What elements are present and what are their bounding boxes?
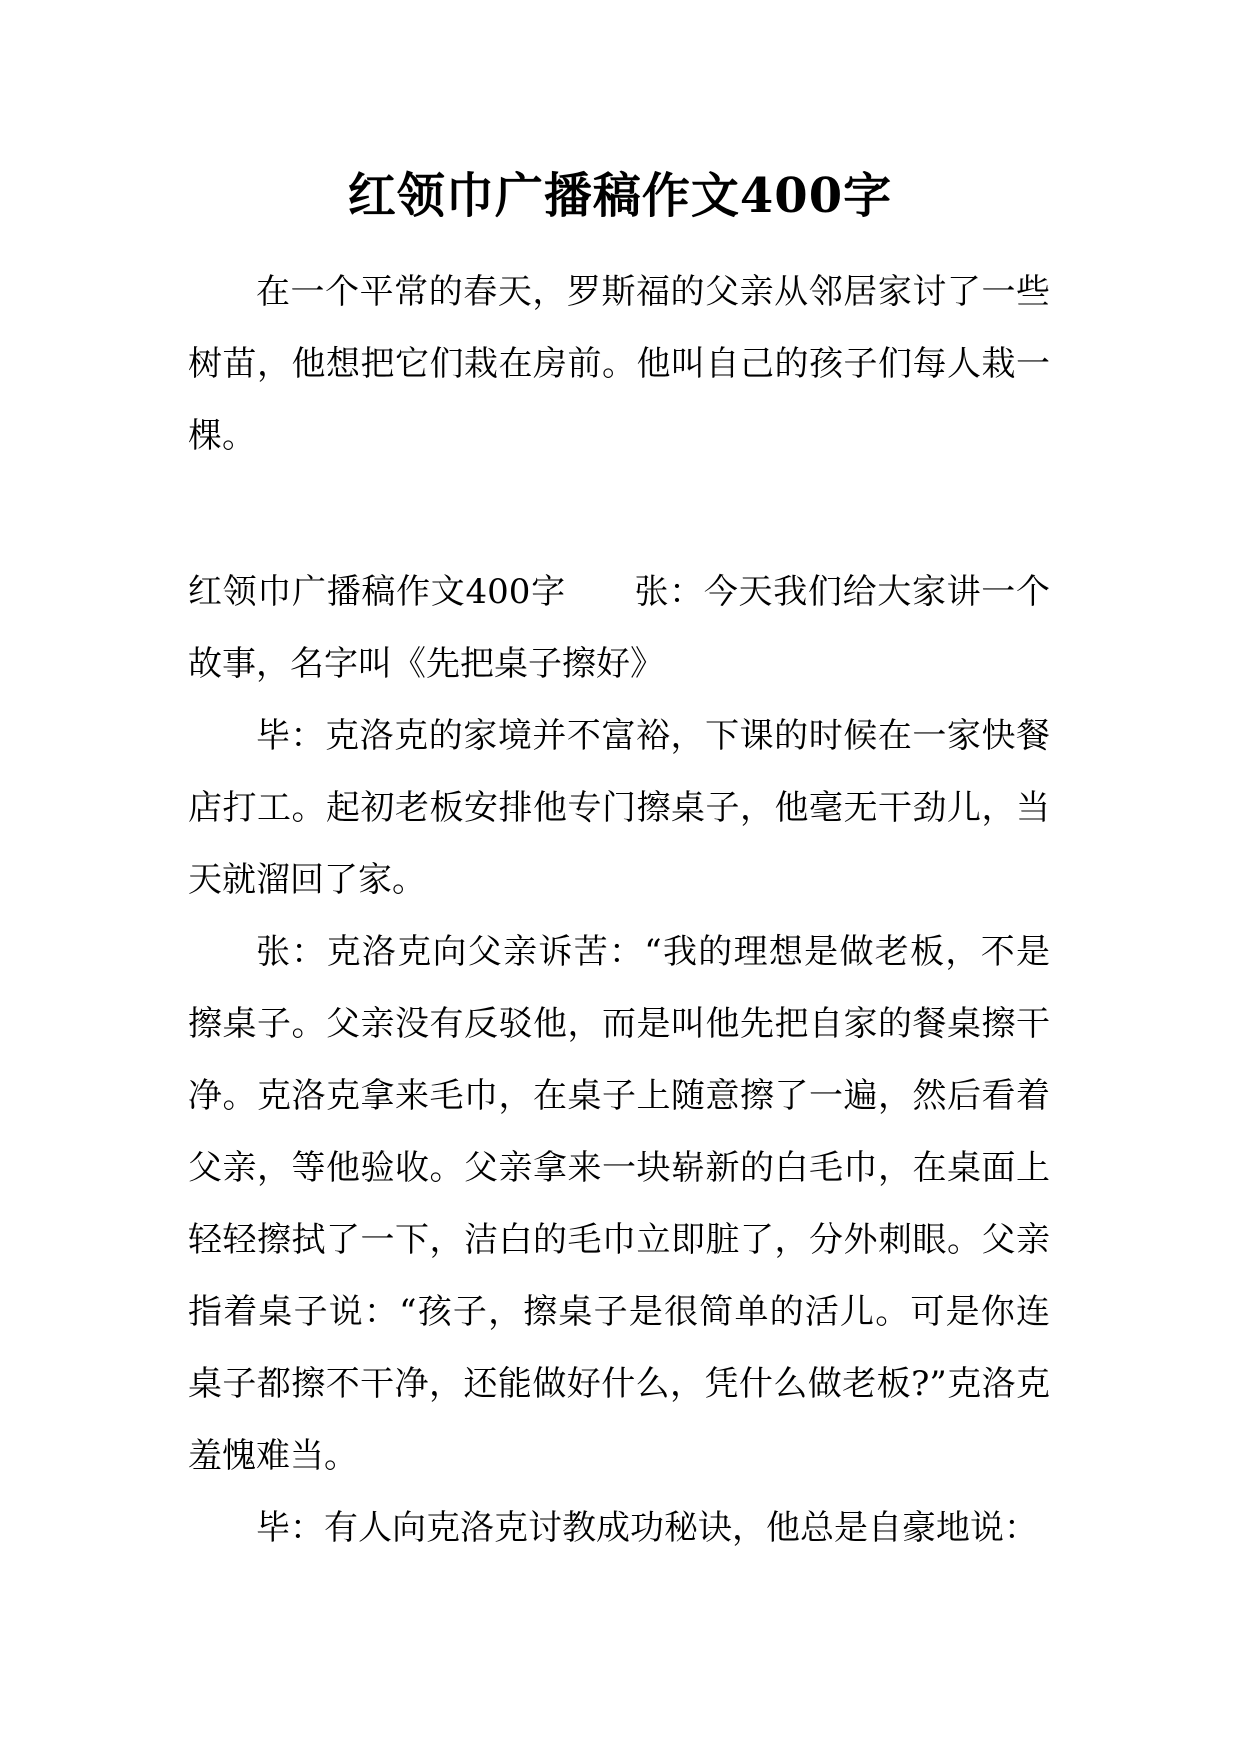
- repeated-heading: 红领巾广播稿作文400字: [188, 572, 566, 612]
- intro-paragraph: 在一个平常的春天，罗斯福的父亲从邻居家讨了一些树苗，他想把它们栽在房前。他叫自己的孩子们每人栽一棵。: [188, 272, 1050, 456]
- story-paragraph-2: 毕：克洛克的家境并不富裕，下课的时候在一家快餐店打工。起初老板安排他专门擦桌子，他毫无干劲儿，当天就溜回了家。: [188, 716, 1050, 900]
- story-intro-paragraph: [188, 556, 1050, 700]
- story-intro-text: 张：今天我们给大家讲一个故事，名字叫《先把桌子擦好》: [188, 572, 1050, 684]
- document-title: 红领巾广播稿作文400字: [347, 168, 893, 224]
- document-body: [188, 256, 1050, 1564]
- story-paragraph-3: 张：克洛克向父亲诉苦：“我的理想是做老板，不是擦桌子。父亲没有反驳他，而是叫他先把自家的餐桌擦干净。克洛克拿来毛巾，在桌子上随意擦了一遍，然后看着父亲，等他验收。父亲拿来一块崭新的白毛巾，在桌面上轻轻擦拭了一下，洁白的毛巾立即脏了，分外刺眼。父亲指着桌子说：“孩子，擦桌子是很简单的活儿。可是你连桌子都擦不干净，还能做好什么，凭什么做老板?”克洛克羞愧难当。: [188, 932, 1050, 1476]
- story-paragraph-4: 毕：有人向克洛克讨教成功秘诀，他总是自豪地说：: [256, 1508, 1038, 1548]
- paragraph-spacer: [188, 472, 1050, 556]
